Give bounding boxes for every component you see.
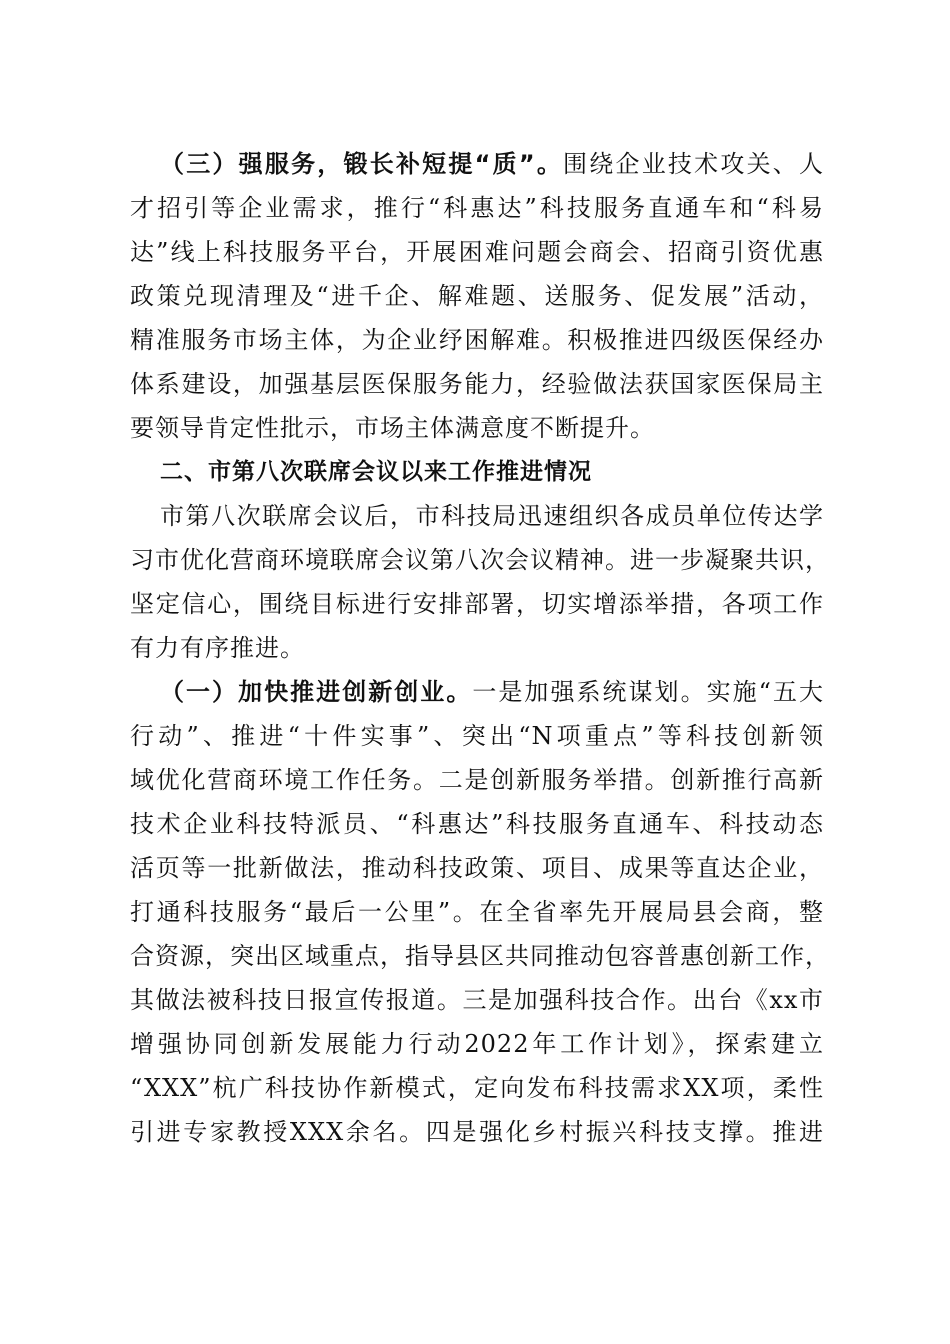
paragraph-line: 政策兑现清理及“进千企、解难题、送服务、促发展”活动， [130, 282, 824, 310]
paragraph-line [130, 142, 824, 186]
section-subheading: （一）加快推进创新创业。 [160, 678, 473, 706]
text-span: 一是加强系统谋划。实施“五大 [472, 678, 825, 706]
paragraph-line: 体系建设，加强基层医保服务能力，经验做法获国家医保局主 [130, 370, 824, 398]
paragraph-line: 合资源，突出区域重点，指导县区共同推动包容普惠创新工作， [130, 942, 830, 970]
document-body [130, 142, 830, 1154]
paragraph-line: 域优化营商环境工作任务。二是创新服务举措。创新推行高新 [130, 766, 824, 794]
paragraph-line: “XXX”杭广科技协作新模式，定向发布科技需求XX项，柔性 [130, 1074, 824, 1102]
section-heading: 二、市第八次联席会议以来工作推进情况 [160, 459, 592, 485]
paragraph-line: 精准服务市场主体，为企业纾困解难。积极推进四级医保经办 [130, 326, 824, 354]
paragraph-line: 坚定信心，围绕目标进行安排部署，切实增添举措，各项工作 [130, 590, 824, 618]
paragraph-line: 才招引等企业需求，推行“科惠达”科技服务直通车和“科易 [130, 194, 824, 222]
paragraph-line: 活页等一批新做法，推动科技政策、项目、成果等直达企业， [130, 854, 824, 882]
paragraph-line: 市第八次联席会议后，市科技局迅速组织各成员单位传达学 [160, 502, 824, 530]
text-span: 围绕企业技术攻关、人 [563, 150, 825, 178]
paragraph-line: 打通科技服务“最后一公里”。在全省率先开展局县会商，整 [130, 898, 824, 926]
paragraph-line: 有力有序推进。 [130, 634, 305, 662]
paragraph-line: 习市优化营商环境联席会议第八次会议精神。进一步凝聚共识， [130, 546, 830, 574]
paragraph-line: 其做法被科技日报宣传报道。三是加强科技合作。出台《xx市 [130, 986, 824, 1014]
section-subheading: （三）强服务，锻长补短提“质”。 [160, 150, 564, 178]
paragraph-line: 增强协同创新发展能力行动2022年工作计划》，探索建立 [130, 1030, 824, 1058]
paragraph-line [130, 670, 824, 714]
paragraph-line: 行动”、推进“十件实事”、突出“N项重点”等科技创新领 [130, 722, 824, 750]
paragraph-line: 技术企业科技特派员、“科惠达”科技服务直通车、科技动态 [130, 810, 824, 838]
paragraph-line: 达”线上科技服务平台，开展困难问题会商会、招商引资优惠 [130, 238, 824, 266]
paragraph-line: 要领导肯定性批示，市场主体满意度不断提升。 [130, 414, 655, 442]
paragraph-line: 引进专家教授XXX余名。四是强化乡村振兴科技支撑。推进 [130, 1118, 824, 1146]
